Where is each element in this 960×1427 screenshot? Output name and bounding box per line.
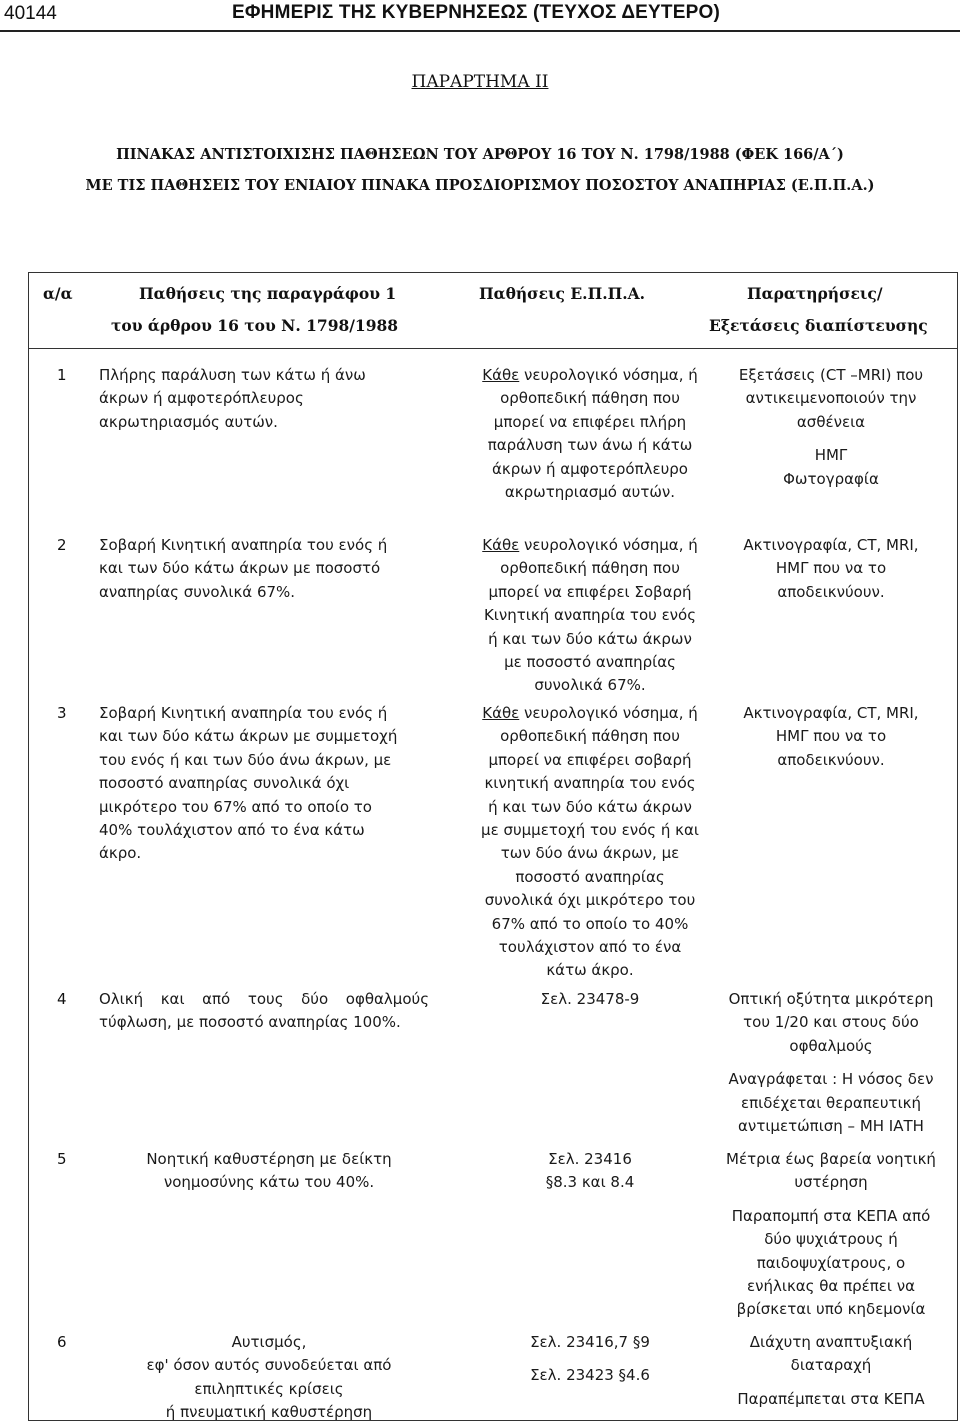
row-6-notes: Διάχυτη αναπτυξιακή διαταραχή Παραπέμπεται στα ΚΕΠΑ — [737, 1333, 925, 1408]
row-5-condition: Νοητική καθυστέρηση με δείκτη νοημοσύνης κάτω του 40%. — [146, 1150, 392, 1192]
header-conditions-article-line2: του άρθρου 16 του Ν. 1798/1988 — [111, 316, 399, 335]
row-2-notes: Ακτινογραφία, CT, MRI, ΗΜΓ που να το αποδεικνύουν. — [743, 536, 919, 601]
row-number: 1 — [57, 366, 67, 384]
table-rule — [29, 272, 957, 273]
row-2-eppa: Κάθε νευρολογικό νόσημα, ή ορθοπεδική πάθηση που μπορεί να επιφέρει Σοβαρή Κινητική αναπηρία του ενός ή και των δύο κάτω άκρων με ποσοστό αναπηρίας συνολικά 67%. — [482, 536, 698, 695]
page-header — [0, 0, 960, 30]
row-4-notes: Οπτική οξύτητα μικρότερη του 1/20 και στους δύο οφθαλμούς Αναγράφεται : Η νόσος δεν επιδέχεται θεραπευτική αντιμετώπιση – ΜΗ ΙΑΤΗ — [728, 990, 934, 1136]
row-2-condition: Σοβαρή Κινητική αναπηρία του ενός ή και των δύο κάτω άκρων με ποσοστό αναπηρίας συνολικά 67%. — [99, 536, 388, 601]
row-number: 2 — [57, 536, 67, 554]
row-5-notes: Μέτρια έως βαρεία νοητική υστέρηση Παραπομπή στα ΚΕΠΑ από δύο ψυχιάτρους ή παιδοψυχίατρους, ο ενήλικας θα πρέπει να βρίσκεται υπό κηδεμονία — [726, 1150, 936, 1319]
row-1-condition: Πλήρης παράλυση των κάτω ή άνω άκρων ή αμφοτερόπλευρος ακρωτηριασμός αυτών. — [99, 366, 366, 431]
row-3-eppa: Κάθε νευρολογικό νόσημα, ή ορθοπεδική πάθηση που μπορεί να επιφέρει σοβαρή κινητική αναπηρία του ενός ή και των δύο κάτω άκρων με συμμετοχή του ενός ή και των δύο άνω άκρων, με ποσοστό αναπηρίας συνολικά όχι μικρότερο του 67% από το οποίο το 40% τουλάχιστον από το ένα κάτω άκρο. — [481, 704, 699, 980]
row-4-eppa: Σελ. 23478-9 — [540, 990, 640, 1008]
row-1-eppa: Κάθε νευρολογικό νόσημα, ή ορθοπεδική πάθηση που μπορεί να επιφέρει πλήρη παράλυση των άνω ή κάτω άκρων ή αμφοτερόπλευρο ακρωτηριασμό αυτών. — [482, 366, 698, 502]
row-number: 6 — [57, 1333, 67, 1351]
table-rule — [29, 348, 957, 349]
document-title-line-2: ΜΕ ΤΙΣ ΠΑΘΗΣΕΙΣ ΤΟΥ ΕΝΙΑΙΟΥ ΠΙΝΑΚΑ ΠΡΟΣΔΙΟΡΙΣΜΟΥ ΠΟΣΟΣΤΟΥ ΑΝΑΠΗΡΙΑΣ (Ε.Π.Π.Α.) — [85, 177, 875, 194]
header-index: α/α — [43, 284, 73, 303]
header-remarks-line2: Εξετάσεις διαπίστευσης — [709, 316, 928, 335]
header-conditions-article: Παθήσεις της παραγράφου 1 — [139, 284, 397, 303]
document-title-line-1: ΠΙΝΑΚΑΣ ΑΝΤΙΣΤΟΙΧΙΣΗΣ ΠΑΘΗΣΕΩΝ ΤΟΥ ΑΡΘΡΟΥ 16 ΤΟΥ Ν. 1798/1988 (ΦΕΚ 166/Α΄) — [116, 146, 844, 163]
gazette-title: ΕΦΗΜΕΡΙΣ ΤΗΣ ΚΥΒΕΡΝΗΣΕΩΣ (ΤΕΥΧΟΣ ΔΕΥΤΕΡΟ) — [232, 2, 720, 23]
row-number: 3 — [57, 704, 67, 722]
row-6-eppa: Σελ. 23416,7 §9 Σελ. 23423 §4.6 — [530, 1333, 650, 1385]
row-3-condition: Σοβαρή Κινητική αναπηρία του ενός ή και των δύο κάτω άκρων με συμμετοχή του ενός ή και των δύο άνω άκρων, με ποσοστό αναπηρίας συνολικά όχι μικρότερο του 67% από το οποίο το 40% τουλάχιστον από το ένα κάτω άκρο. — [99, 704, 398, 863]
row-number: 5 — [57, 1150, 67, 1168]
header-divider — [0, 30, 960, 32]
header-remarks: Παρατηρήσεις/ — [747, 284, 883, 303]
row-6-condition: Αυτισμός, εφ' όσον αυτός συνοδεύεται από επιληπτικές κρίσεις ή πνευματική καθυστέρηση — [146, 1333, 392, 1422]
correspondence-table — [28, 272, 958, 1421]
annex-title: ΠΑΡΑΡΤΗΜΑ ΙΙ — [411, 72, 549, 92]
row-5-eppa: Σελ. 23416 §8.3 και 8.4 — [545, 1150, 635, 1192]
row-1-notes: Εξετάσεις (CT –MRI) που αντικειμενοποιούν την ασθένεια ΗΜΓ Φωτογραφία — [738, 366, 924, 488]
header-conditions-eppa: Παθήσεις Ε.Π.Π.Α. — [479, 284, 646, 303]
row-4-condition: Ολική και από τους δύο οφθαλμούς τύφλωση, με ποσοστό αναπηρίας 100%. — [99, 990, 429, 1032]
page-number: 40144 — [4, 3, 57, 24]
row-number: 4 — [57, 990, 67, 1008]
row-3-notes: Ακτινογραφία, CT, MRI, ΗΜΓ που να το αποδεικνύουν. — [743, 704, 919, 769]
